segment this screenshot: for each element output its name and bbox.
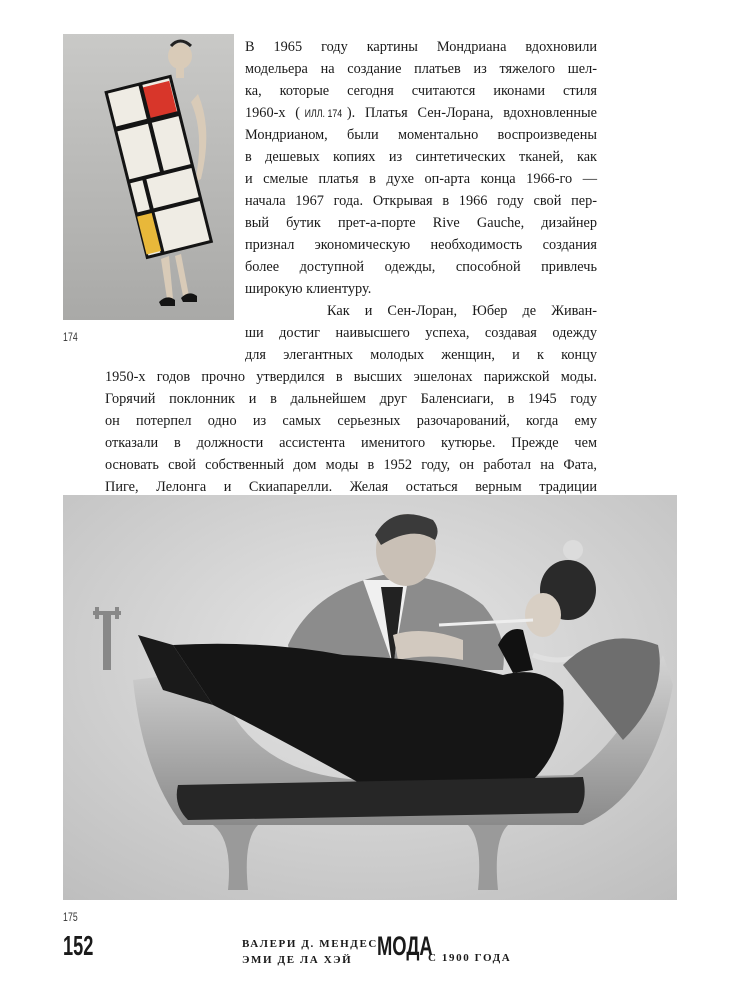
page-number: 152 [63,930,94,961]
bathtub-couple-illustration [63,495,677,900]
text-line: более доступной одежды, способной привлечь [245,259,597,275]
mondrian-dress-illustration [63,34,234,320]
illustration-reference: ИЛЛ. 174 [304,108,343,120]
text-line: основать свой собственный дом моды в 1952 году, он работал на Фата, [105,457,597,473]
author-line: ЭМИ ДЕ ЛА ХЭЙ [242,954,353,966]
text-line: признал экономическую необходимость создания [245,237,597,253]
text-line: вый бутик прет-а-порте Rive Gauche, дизайнер [245,215,597,231]
text-line: В 1965 году картины Мондриана вдохновили [245,39,597,55]
text-line [245,102,597,125]
text-line: Мондрианом, были моментально воспроизведены [245,127,597,143]
text-line: Как и Сен-Лоран, Юбер де Живан- [327,303,597,319]
text-fragment: 1960-х ( [245,105,301,121]
text-line: он потерпел одно из самых серьезных разочарований, когда ему [105,413,597,429]
text-line: начала 1967 года. Открывая в 1966 году свой пер- [245,193,597,209]
text-line: отказали в должности ассистента именитого кутюрье. Прежде чем [105,435,597,451]
book-title: МОДА [377,931,433,961]
text-line: в дешевых копиях из синтетических тканей, как [245,149,597,165]
text-line: Пиге, Лелонга и Скиапарелли. Желая остаться верным традиции [105,479,597,495]
text-line: и смелые платья в духе оп-арта конца 1966-го — [245,171,597,187]
figure-174-number: 174 [63,330,78,344]
figure-175-photo [63,495,677,900]
text-line: ка, которые сегодня считаются иконами стиля [245,83,597,99]
text-line: ши достиг наивысшего успеха, создавая одежду [245,325,597,341]
text-fragment: ). Платья Сен-Лорана, вдохновленные [346,105,597,121]
text-line: для элегантных молодых женщин, и к концу [245,347,597,363]
text-line: 1950-х годов прочно утвердился в высших эшелонах парижской моды. [105,369,597,385]
text-line: модельера на создание платьев из тяжелого шел- [245,61,597,77]
figure-174-photo [63,34,234,320]
book-subtitle: С 1900 ГОДА [428,952,512,964]
text-line: широкую клиентуру. [245,281,372,297]
figure-175-number: 175 [63,910,78,924]
book-authors [242,936,378,968]
author-line: ВАЛЕРИ Д. МЕНДЕС [242,938,378,950]
text-line: Горячий поклонник и в дальнейшем друг Баленсиаги, в 1945 году [105,391,597,407]
